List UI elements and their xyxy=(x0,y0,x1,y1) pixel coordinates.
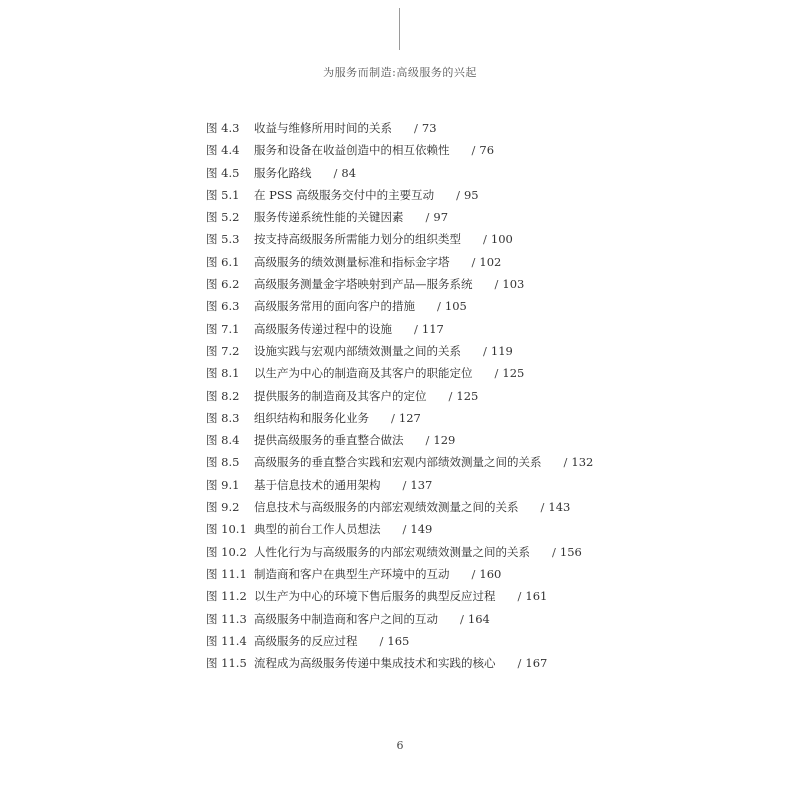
figure-entry xyxy=(206,566,593,588)
figure-title: 高级服务的反应过程 xyxy=(254,633,358,648)
figure-number: 图 4.4 xyxy=(206,143,240,158)
figure-entry xyxy=(206,432,593,454)
page-separator: / xyxy=(471,566,476,581)
figure-list xyxy=(206,120,593,677)
figure-page-number: 156 xyxy=(559,544,582,559)
figure-title: 人性化行为与高级服务的内部宏观绩效测量之间的关系 xyxy=(254,544,530,559)
top-divider-line xyxy=(399,8,400,50)
figure-page-number: 125 xyxy=(456,388,479,403)
figure-number: 图 5.3 xyxy=(206,232,240,247)
figure-number: 图 8.4 xyxy=(206,433,240,448)
figure-page-number: 76 xyxy=(479,143,495,158)
page-separator: / xyxy=(483,343,487,358)
figure-page-number: 129 xyxy=(433,433,456,448)
figure-title: 在 PSS 高级服务交付中的主要互动 xyxy=(254,187,435,202)
figure-page-number: 119 xyxy=(490,343,513,358)
figure-title: 收益与维修所用时间的关系 xyxy=(254,121,392,135)
page-separator: / xyxy=(414,121,418,135)
figure-entry xyxy=(206,388,593,410)
figure-entry xyxy=(206,611,593,633)
figure-title: 组织结构和服务化业务 xyxy=(254,410,369,425)
figure-number: 图 11.5 xyxy=(206,656,247,671)
figure-page-number: 117 xyxy=(421,321,444,336)
page-separator: / xyxy=(471,254,476,269)
figure-number: 图 11.3 xyxy=(206,611,247,626)
figure-number: 图 7.1 xyxy=(206,321,240,336)
figure-number: 图 4.5 xyxy=(206,165,240,180)
figure-number: 图 6.2 xyxy=(206,277,240,292)
figure-title: 高级服务中制造商和客户之间的互动 xyxy=(254,611,438,626)
figure-number: 图 8.3 xyxy=(206,410,240,425)
figure-entry xyxy=(206,521,593,543)
figure-entry xyxy=(206,276,593,298)
figure-entry xyxy=(206,120,593,142)
figure-title: 设施实践与宏观内部绩效测量之间的关系 xyxy=(254,343,461,358)
figure-entry xyxy=(206,165,593,187)
page-separator: / xyxy=(425,433,430,448)
figure-page-number: 97 xyxy=(433,210,449,225)
figure-title: 提供高级服务的垂直整合做法 xyxy=(254,433,404,448)
figure-entry xyxy=(206,298,593,320)
figure-page-number: 127 xyxy=(398,410,421,425)
page-separator: / xyxy=(402,477,407,492)
figure-entry xyxy=(206,365,593,387)
page-separator: / xyxy=(448,388,453,403)
page-separator: / xyxy=(414,321,418,336)
page-separator: / xyxy=(391,410,395,425)
page-separator: / xyxy=(402,522,407,537)
figure-page-number: 132 xyxy=(571,455,594,470)
figure-entry xyxy=(206,454,593,476)
figure-title: 高级服务的垂直整合实践和宏观内部绩效测量之间的关系 xyxy=(254,455,542,470)
page-separator: / xyxy=(552,544,556,559)
page-separator: / xyxy=(425,210,430,225)
page-separator: / xyxy=(483,232,487,247)
figure-number: 图 6.3 xyxy=(206,299,240,314)
page-separator: / xyxy=(540,500,545,515)
figure-page-number: 165 xyxy=(387,633,410,648)
figure-entry xyxy=(206,142,593,164)
figure-entry xyxy=(206,187,593,209)
figure-title: 流程成为高级服务传递中集成技术和实践的核心 xyxy=(254,656,496,671)
figure-page-number: 125 xyxy=(502,366,525,381)
figure-title: 以生产为中心的环境下售后服务的典型反应过程 xyxy=(254,589,496,604)
figure-number: 图 5.1 xyxy=(206,187,240,202)
figure-number: 图 8.5 xyxy=(206,455,240,470)
figure-number: 图 10.2 xyxy=(206,544,247,559)
figure-number: 图 8.1 xyxy=(206,366,240,381)
figure-title: 服务化路线 xyxy=(254,165,312,180)
figure-number: 图 11.4 xyxy=(206,633,247,648)
page-number: 6 xyxy=(396,739,404,752)
figure-page-number: 84 xyxy=(341,165,357,180)
figure-number: 图 9.2 xyxy=(206,500,240,515)
figure-title: 高级服务的绩效测量标准和指标金字塔 xyxy=(254,254,450,269)
figure-entry xyxy=(206,343,593,365)
figure-number: 图 10.1 xyxy=(206,522,247,537)
figure-page-number: 102 xyxy=(479,254,502,269)
figure-number: 图 11.2 xyxy=(206,589,247,604)
figure-title: 服务和设备在收益创造中的相互依赖性 xyxy=(254,143,450,158)
figure-number: 图 6.1 xyxy=(206,254,240,269)
figure-entry xyxy=(206,254,593,276)
figure-title: 高级服务常用的面向客户的措施 xyxy=(254,299,415,314)
figure-page-number: 73 xyxy=(421,121,437,135)
figure-entry xyxy=(206,231,593,253)
page-separator: / xyxy=(517,589,522,604)
figure-page-number: 167 xyxy=(525,656,548,671)
figure-entry xyxy=(206,499,593,521)
page-separator: / xyxy=(456,187,460,202)
page-separator: / xyxy=(517,656,522,671)
figure-page-number: 105 xyxy=(444,299,467,314)
figure-number: 图 5.2 xyxy=(206,210,240,225)
running-header: 为服务而制造:高级服务的兴起 xyxy=(323,66,477,79)
figure-entry xyxy=(206,655,593,677)
figure-entry xyxy=(206,588,593,610)
figure-page-number: 160 xyxy=(479,566,502,581)
page-separator: / xyxy=(460,611,464,626)
figure-title: 高级服务测量金字塔映射到产品—服务系统 xyxy=(254,277,473,292)
figure-title: 典型的前台工作人员想法 xyxy=(254,522,381,537)
figure-page-number: 164 xyxy=(467,611,490,626)
figure-page-number: 149 xyxy=(410,522,433,537)
figure-number: 图 4.3 xyxy=(206,121,240,135)
figure-title: 以生产为中心的制造商及其客户的职能定位 xyxy=(254,366,473,381)
figure-number: 图 11.1 xyxy=(206,566,247,581)
figure-title: 按支持高级服务所需能力划分的组织类型 xyxy=(254,232,461,247)
figure-number: 图 7.2 xyxy=(206,343,240,358)
page-separator: / xyxy=(471,143,476,158)
page-separator: / xyxy=(494,366,499,381)
figure-page-number: 161 xyxy=(525,589,548,604)
figure-title: 高级服务传递过程中的设施 xyxy=(254,321,392,336)
figure-entry xyxy=(206,633,593,655)
figure-number: 图 9.1 xyxy=(206,477,240,492)
figure-page-number: 100 xyxy=(490,232,513,247)
figure-title: 提供服务的制造商及其客户的定位 xyxy=(254,388,427,403)
figure-page-number: 103 xyxy=(502,277,525,292)
figure-entry xyxy=(206,321,593,343)
page-separator: / xyxy=(333,165,338,180)
figure-page-number: 143 xyxy=(548,500,571,515)
figure-title: 信息技术与高级服务的内部宏观绩效测量之间的关系 xyxy=(254,500,519,515)
figure-entry xyxy=(206,544,593,566)
figure-title: 制造商和客户在典型生产环境中的互动 xyxy=(254,566,450,581)
page-separator: / xyxy=(379,633,384,648)
figure-page-number: 95 xyxy=(463,187,479,202)
page-separator: / xyxy=(437,299,441,314)
figure-entry xyxy=(206,410,593,432)
figure-title: 服务传递系统性能的关键因素 xyxy=(254,210,404,225)
figure-number: 图 8.2 xyxy=(206,388,240,403)
figure-title: 基于信息技术的通用架构 xyxy=(254,477,381,492)
figure-page-number: 137 xyxy=(410,477,433,492)
page-separator: / xyxy=(563,455,568,470)
page-separator: / xyxy=(494,277,499,292)
figure-entry xyxy=(206,209,593,231)
figure-entry xyxy=(206,477,593,499)
